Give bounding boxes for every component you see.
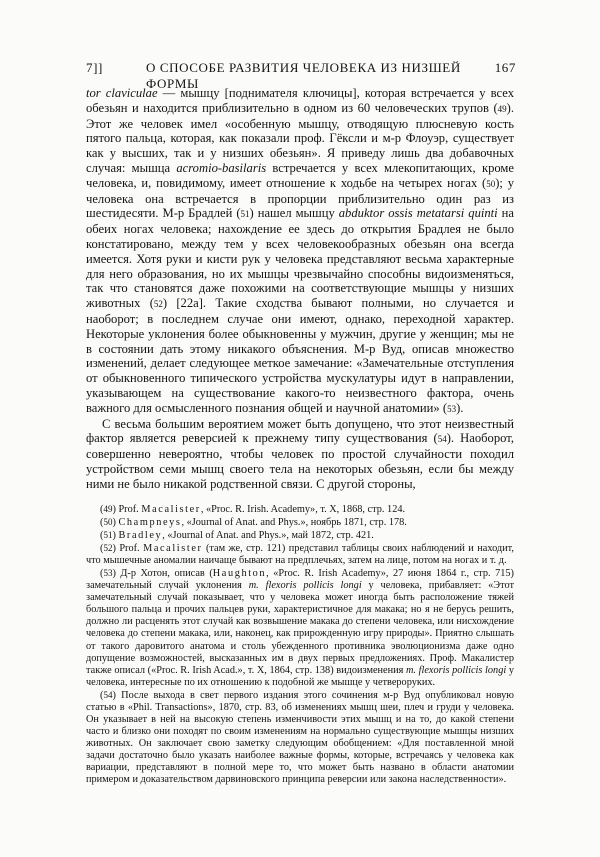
text-run: После выхода в свет первого издания этого сочинения м-р Вуд опубликовал новую статью в «Phil. Transactions», 1870, стр. 83, об изменениях мышц шеи, плеч и груди у человека. Он указывает в ней на высокую степень изменчивости этих мышц и на то, до какой степени часто и близко они походят по своим изменениям на нормально существующие мышцы низших животных. Он заключает свою заметку следующим обобщением: «Для поставленной мной задачи достаточно было указать наиболее важные формы, которые, встречаясь у человека как вариации, представляют в полной мере то, что может быть названо в области анатомии примером и доказательством дарвиновского принципа реверсии или закона наследственности». [86, 689, 514, 786]
text-run: , «Proc. R. Irish Academy», 27 июня 1864 г., стр. 715) замечательный случай уклонения [86, 568, 514, 592]
text-run: ). Наоборот, совершенно невероятно, чтобы человек по простой случайности походил устройством семи мышц своего тела на некоторых обезьян, если бы между ними не было никакой родственной связи. С другой стороны, [86, 431, 514, 491]
footnote-number: 54 [103, 689, 113, 700]
text-run: С весьма большим вероятием может быть допущено, что этот неизвестный фактор является реверсией к прежнему типу существования ( [86, 416, 514, 446]
text-run: Д-р Хотон, описав ( [115, 568, 213, 580]
author-name: Macalister [141, 504, 201, 515]
author-name: Bradley [118, 530, 163, 542]
text-run: ) [22а]. Такие сходства бывают полными, но случается и наоборот; в последнем случае они имеют, однако, переходной характер. Некоторые уклонения более обыкновенны у мужчин, другие у женщин; мы не в состоянии дать этому никакого объяснения. М-р Вуд, описав множество изменений, делает следующее меткое замечание: «Замечательные отступления от обыкновенного типического устройства мускулатуры идут в направлении, указывающем на существование какого-то неизвестного фактора, очень важного для осмысленного познания общей и научной анатомии» ( [86, 296, 514, 415]
text-run: , «Journal of Anat. and Phys.», ноябрь 1871, стр. 178. [181, 517, 407, 529]
footnote-number: 50 [103, 517, 113, 528]
footnote-ref: 54 [437, 434, 447, 445]
running-title: О СПОСОБЕ РАЗВИТИЯ ЧЕЛОВЕКА ИЗ НИЗШЕЙ ФОРМЫ [146, 60, 461, 91]
footnote-number: 53 [103, 568, 113, 579]
text-run: , «Journal of Anat. and Phys.», май 1872, стр. 421. [162, 530, 374, 542]
footnote-ref: 50 [486, 178, 496, 189]
chapter-marker: 7]] [86, 60, 103, 75]
footnote: (53) Д-р Хотон, описав (Haughton, «Proc. R. Irish Academy», 27 июня 1864 г., стр. 715) замечательный случай уклонения m. flexoris pollicis longi у человека, прибавляет: «Этот замечательный случай показывает, что у человека может иногда быть расположение тяжей большого пальца и прочих пальцев руки, характеристичное для макака; но я не берусь решить, должно ли расценять этот случай как возвышение макака до степени человека, или нисхождение человека до степени макака, или, наконец, как прирожденную игру природы». Приятно слышать от такого даровитого анатома и столь убежденного противника эволюционизма даже одно допущение возможностей, высказанных им в двух первых предложениях. Проф. Макалистер также описал («Proc. R. Irish Acad.», т. X, 1864, стр. 138) видоизменения m. flexoris pollicis longi у человека, интересные по их отношению к подобной же мышце у четвероруких. [86, 568, 514, 688]
text-run: , «Proc. R. Irish. Academy», т. X, 1868, стр. 124. [200, 504, 406, 515]
text-run: ); у человека она встречается в пропорции приблизительно один раз из шестидесяти. М-р Брадлей ( [86, 175, 515, 221]
text-run: ). Этот же человек имел «особенную мышцу, отводящую плюсневую кость пятого пальца, которая, как показали проф. Гёксли и м-р Флоуэр, существует как у высших, так и у низших обезьян». Я приведу лишь два добавочных случая: мышца [86, 100, 514, 175]
latin-term: m. flexoris pollicis longi [405, 664, 507, 676]
latin-term: m. flexoris pollicis longi [248, 580, 362, 592]
footnote-number: 51 [103, 530, 113, 541]
footnote: (49) Prof. Macalister, «Proc. R. Irish. Academy», т. X, 1868, стр. 124. [100, 504, 406, 515]
footnote: (50) Champneys, «Journal of Anat. and Phys.», ноябрь 1871, стр. 178. [100, 517, 407, 529]
footnote-number: 52 [103, 543, 113, 554]
latin-term: abduktor ossis metatarsi quinti [338, 206, 498, 221]
footnote-ref: 53 [447, 403, 457, 414]
text-run: ) нашел мышцу [249, 206, 339, 221]
text-run: ). [456, 400, 464, 415]
footnotes [86, 503, 514, 786]
running-header [86, 60, 516, 91]
footnote: (54) После выхода в свет первого издания этого сочинения м-р Вуд опубликовал новую статью в «Phil. Transactions», 1870, стр. 83, об изменениях мышц шеи, плеч и груди у человека. Он указывает в ней на высокую степень изменчивости этих мышц и на то, до какой степени часто и близко они походят по своим изменениям на нормально существующие мышцы низших животных. Он заключает свою заметку следующим обобщением: «Для поставленной мной задачи достаточно было указать наиболее важные формы, которые, встречаясь у человека как вариации, представляют в полной мере то, что может быть названо в области анатомии примером и доказательством дарвиновского принципа реверсии или закона наследственности». [86, 689, 514, 786]
latin-term: acromio-basilaris [176, 160, 267, 175]
footnote-ref: 49 [497, 103, 507, 114]
text-run: на обеих ногах человека; нахождение ее здесь до открытия Брадлея не было констатировано, между тем у всех человекообразных обезьян она всегда имеется. Хотя руки и кисти рук у человека представляют весьма характерные для него образования, но их мышцы чрезвычайно способны видоизменяться, так что становятся даже похожими на соответствующие мышцы у низших животных ( [86, 206, 514, 311]
latin-term: tor claviculae [86, 86, 158, 100]
author-name: Champneys [118, 517, 182, 529]
text-run: у человека, интересные по их отношению к подобной же мышце у четвероруких. [86, 664, 514, 688]
footnote-ref: 51 [240, 209, 250, 220]
text-run: встречается у всех млекопитающих, кроме человека, и, повидимому, имеет отношение к ходьбе на четырех ногах ( [86, 160, 514, 190]
text-run: у человека, прибавляет: «Этот замечательный случай показывает, что у человека может иногда быть расположение тяжей большого пальца и прочих пальцев руки, характеристичное для макака; но я не берусь решить, должно ли расценять этот случай как возвышение макака до степени человека, или нисхождение человека до степени макака, или, наконец, как прирожденную игру природы». Приятно слышать от такого даровитого анатома и столь убежденного противника эволюционизма даже одно допущение возможностей, высказанных им в двух первых предложениях. Проф. Макалистер также описал («Proc. R. Irish Acad.», т. X, 1864, стр. 138) видоизменения [86, 580, 514, 676]
author-name: Haughton [212, 568, 267, 580]
text-run: Prof. [115, 543, 144, 555]
paragraph [86, 417, 514, 492]
text-run: Prof. [115, 504, 142, 515]
footnote: (51) Bradley, «Journal of Anat. and Phys.», май 1872, стр. 421. [100, 530, 374, 542]
author-name: Macalister [143, 543, 203, 555]
text-run: (там же, стр. 121) представил таблицы своих наблюдений и находит, что мышечные аномалии наичаще бывают на предплечьях, затем на лице, потом на ногах и т. д. [86, 543, 514, 567]
paragraph [86, 86, 514, 417]
footnote-number: 49 [103, 504, 113, 514]
footnote-ref: 52 [153, 299, 163, 310]
main-text [86, 86, 514, 492]
footnote: (52) Prof. Macalister (там же, стр. 121) представил таблицы своих наблюдений и находит, что мышечные аномалии наичаще бывают на предплечьях, затем на лице, потом на ногах и т. д. [86, 543, 514, 567]
page-number: 167 [494, 60, 516, 75]
text-run: — мышцу [поднимателя ключицы], которая встречается у всех обезьян и находится приблизительно в одном из 60 человеческих трупов ( [86, 86, 514, 115]
